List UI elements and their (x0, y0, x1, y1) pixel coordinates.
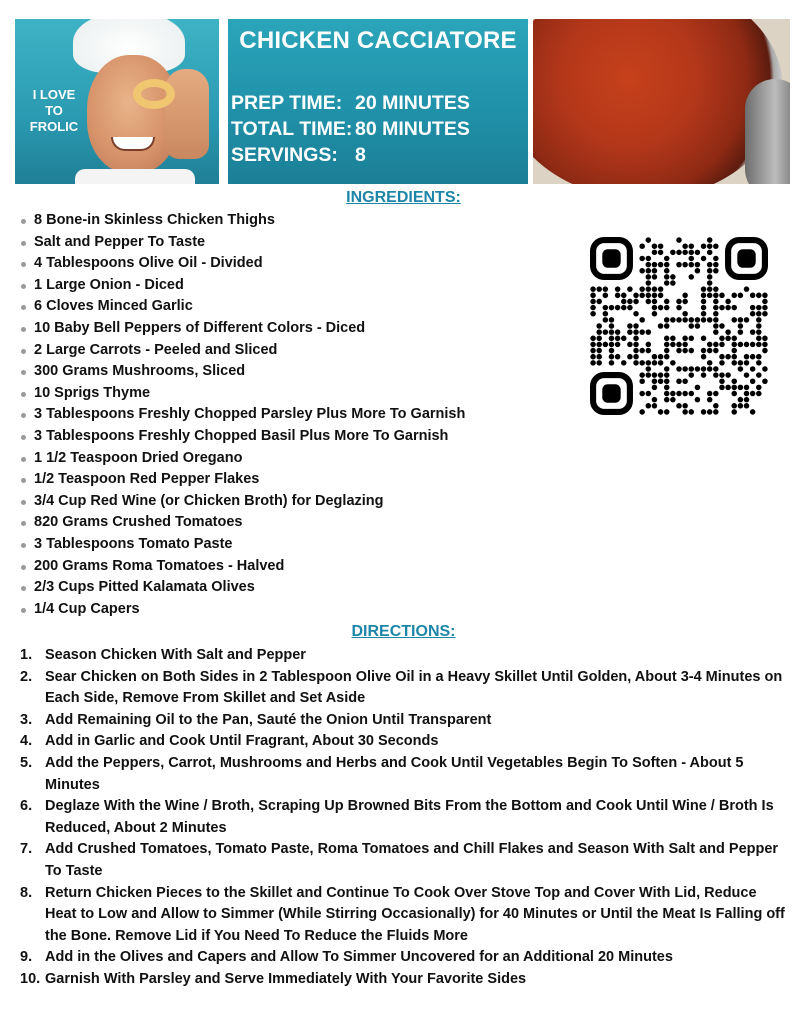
servings-row (231, 142, 470, 168)
direction-step (20, 969, 790, 991)
ingredient-item: 3 Tablespoons Tomato Paste (20, 534, 465, 556)
ingredient-item: 2/3 Cups Pitted Kalamata Olives (20, 577, 465, 599)
total-time-row (231, 116, 470, 142)
direction-step (20, 883, 790, 948)
ingredients-heading: INGREDIENTS: (346, 189, 461, 206)
dish-photo (533, 19, 790, 184)
ingredient-item: Salt and Pepper To Taste (20, 232, 465, 254)
ingredient-item: 200 Grams Roma Tomatoes - Halved (20, 556, 465, 578)
step-text: Add Remaining Oil to the Pan, Sauté the Onion Until Transparent (45, 711, 492, 728)
servings-value: 8 (355, 144, 366, 166)
step-text: Season Chicken With Salt and Pepper (45, 647, 306, 663)
ingredient-item: 1 Large Onion - Diced (20, 275, 465, 297)
ingredient-item: 10 Sprigs Thyme (20, 383, 465, 405)
ingredient-item: 1 1/2 Teaspoon Dried Oregano (20, 448, 465, 470)
direction-step (20, 947, 790, 969)
direction-step (20, 667, 790, 710)
chef-caption: I LOVE TO FROLIC (29, 87, 79, 134)
ingredient-item: 820 Grams Crushed Tomatoes (20, 512, 465, 534)
ingredient-item: 6 Cloves Minced Garlic (20, 296, 465, 318)
step-number: 5. (20, 754, 33, 771)
ingredient-item: 2 Large Carrots - Peeled and Sliced (20, 340, 465, 362)
chef-shirt-shape (75, 169, 195, 184)
step-number: 1. (20, 647, 33, 663)
step-text: Garnish With Parsley and Serve Immediately With Your Favorite Sides (45, 970, 527, 987)
directions-list (20, 645, 790, 991)
step-number: 6. (20, 798, 33, 815)
recipe-header (15, 19, 790, 184)
direction-step (20, 645, 790, 667)
chef-hand-shape (165, 69, 209, 159)
step-number: 4. (20, 733, 33, 750)
ingredient-item: 1/2 Teaspoon Red Pepper Flakes (20, 469, 465, 491)
pasta-ring-shape (133, 79, 175, 109)
ingredient-item: 10 Baby Bell Peppers of Different Colors - Diced (20, 318, 465, 340)
recipe-title: CHICKEN CACCIATORE (239, 27, 517, 54)
prep-time-row (231, 90, 470, 116)
directions-heading: DIRECTIONS: (351, 623, 456, 640)
direction-step (20, 710, 790, 732)
prep-time-label: PREP TIME: (231, 92, 343, 114)
step-number: 3. (20, 711, 33, 728)
total-time-label: TOTAL TIME: (231, 118, 353, 140)
prep-time-value: 20 MINUTES (355, 92, 470, 114)
ingredient-item: 4 Tablespoons Olive Oil - Divided (20, 253, 465, 275)
pot-handle-shape (745, 79, 790, 184)
ingredient-item: 1/4 Cup Capers (20, 599, 465, 621)
direction-step (20, 753, 790, 796)
ingredient-item: 300 Grams Mushrooms, Sliced (20, 361, 465, 383)
ingredient-item: 3/4 Cup Red Wine (or Chicken Broth) for Deglazing (20, 491, 465, 513)
step-text: Add Crushed Tomatoes, Tomato Paste, Roma Tomatoes and Chill Flakes and Season With Salt and Pepper To Taste (45, 841, 779, 879)
direction-step (20, 796, 790, 839)
qr-code[interactable] (590, 237, 768, 415)
ingredient-item: 8 Bone-in Skinless Chicken Thighs (20, 210, 465, 232)
direction-step (20, 731, 790, 753)
direction-step (20, 839, 790, 882)
ingredient-item: 3 Tablespoons Freshly Chopped Basil Plus More To Garnish (20, 426, 465, 448)
step-text: Return Chicken Pieces to the Skillet and Continue To Cook Over Stove Top and Cover With Lid, Reduce Heat to Low and Allow to Simmer (While Stirring Occasionally) for 40 Minutes or Until the Meat Is Falling off the Bone. Remove Lid if You Need To Reduce the Fluids More (45, 884, 785, 944)
recipe-meta (231, 90, 470, 168)
step-number: 8. (20, 884, 33, 901)
total-time-value: 80 MINUTES (355, 118, 470, 140)
step-number: 2. (20, 668, 33, 685)
step-number: 9. (20, 949, 33, 966)
ingredients-list (20, 210, 465, 620)
step-text: Add in the Olives and Capers and Allow To Simmer Uncovered for an Additional 20 Minutes (45, 949, 673, 966)
step-text: Sear Chicken on Both Sides in 2 Tablespoon Olive Oil in a Heavy Skillet Until Golden, About 3-4 Minutes on Each Side, Remove From Skillet and Set Aside (45, 668, 783, 707)
servings-label: SERVINGS: (231, 144, 338, 166)
title-panel (228, 19, 528, 184)
step-number: 7. (20, 841, 33, 858)
step-number: 10. (20, 970, 41, 987)
ingredient-item: 3 Tablespoons Freshly Chopped Parsley Plus More To Garnish (20, 404, 465, 426)
step-text: Add the Peppers, Carrot, Mushrooms and Herbs and Cook Until Vegetables Begin To Soften - About 5 Minutes (45, 754, 744, 793)
chef-photo (15, 19, 219, 184)
step-text: Add in Garlic and Cook Until Fragrant, About 30 Seconds (45, 733, 439, 750)
step-text: Deglaze With the Wine / Broth, Scraping Up Browned Bits From the Bottom and Cook Until Wine / Broth Is Reduced, About 2 Minutes (45, 798, 774, 836)
